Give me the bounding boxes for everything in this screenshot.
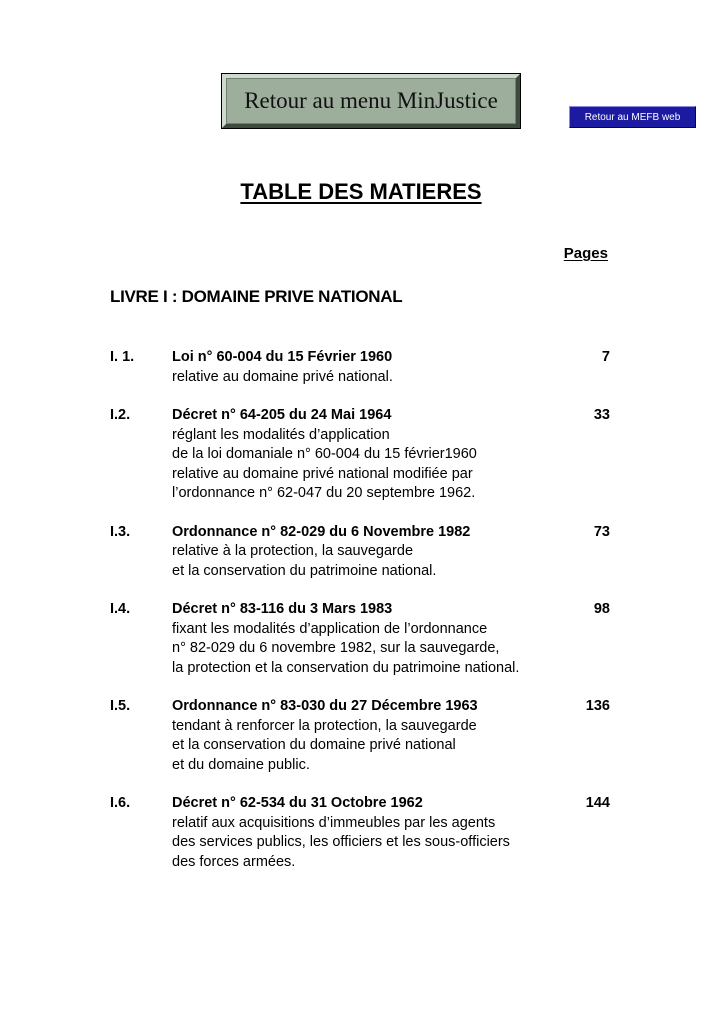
entry-description-line: n° 82-029 du 6 novembre 1982, sur la sauvegarde, (172, 640, 500, 656)
toc-entry (110, 348, 610, 387)
back-to-minjustice-label: Retour au menu MinJustice (226, 78, 516, 124)
toc-entry (110, 697, 610, 775)
entry-description-line: des forces armées. (172, 853, 296, 870)
entry-number: I.6. (110, 795, 131, 811)
toc-entry (110, 794, 610, 872)
entry-title: Décret n° 64-205 du 24 Mai 1964 (172, 407, 392, 423)
section-heading: LIVRE I : DOMAINE PRIVE NATIONAL (110, 287, 403, 306)
entry-description-line: et la conservation du domaine privé national (172, 737, 456, 753)
entry-number: I.4. (110, 601, 131, 617)
entry-description-line: et du domaine public. (172, 756, 310, 773)
entry-description-line: de la loi domaniale n° 60-004 du 15 février1960 (172, 446, 477, 462)
entry-description-line: la protection et la conservation du patrimoine national. (172, 659, 520, 676)
pages-column-header: Pages (563, 245, 608, 262)
entry-number: I.2. (110, 407, 131, 423)
entry-description-line: tendant à renforcer la protection, la sauvegarde (172, 717, 477, 734)
entry-title: Loi n° 60-004 du 15 Février 1960 (172, 349, 393, 365)
entry-number: I.3. (110, 523, 131, 540)
entry-description-line: relative à la protection, la sauvegarde (172, 543, 414, 559)
entry-page-number: 144 (585, 795, 610, 811)
entry-page-number: 136 (585, 698, 610, 714)
entry-title: Décret n° 83-116 du 3 Mars 1983 (172, 601, 393, 617)
entry-title: Ordonnance n° 83-030 du 27 Décembre 1963 (172, 698, 478, 714)
entry-description-line: relative au domaine privé national modifiée par (172, 465, 473, 482)
entry-title: Ordonnance n° 82-029 du 6 Novembre 1982 (172, 523, 471, 540)
entry-description-line: fixant les modalités d’application de l’ordonnance (172, 620, 488, 637)
entry-description-line: relative au domaine privé national. (172, 368, 393, 385)
page-title: TABLE DES MATIERES (240, 179, 482, 204)
entry-page-number: 7 (601, 349, 610, 365)
toc-entry (110, 600, 610, 678)
toc-list (110, 348, 610, 891)
toc-entry (110, 406, 610, 504)
entry-description-line: relatif aux acquisitions d’immeubles par les agents (172, 814, 496, 831)
entry-description-line: l’ordonnance n° 62-047 du 20 septembre 1962. (172, 485, 476, 501)
entry-description-line: réglant les modalités d’application (172, 426, 390, 443)
toc-entry (110, 523, 610, 582)
entry-page-number: 73 (593, 523, 610, 540)
back-to-minjustice-button[interactable] (222, 74, 520, 128)
back-to-mefb-button[interactable]: Retour au MEFB web (569, 106, 696, 128)
entry-title: Décret n° 62-534 du 31 Octobre 1962 (172, 795, 423, 811)
entry-page-number: 98 (593, 601, 610, 617)
entry-description-line: des services publics, les officiers et les sous-officiers (172, 834, 510, 850)
entry-description-line: et la conservation du patrimoine national. (172, 562, 437, 579)
entry-number: I. 1. (110, 349, 135, 365)
entry-page-number: 33 (593, 407, 610, 423)
entry-number: I.5. (110, 698, 131, 714)
